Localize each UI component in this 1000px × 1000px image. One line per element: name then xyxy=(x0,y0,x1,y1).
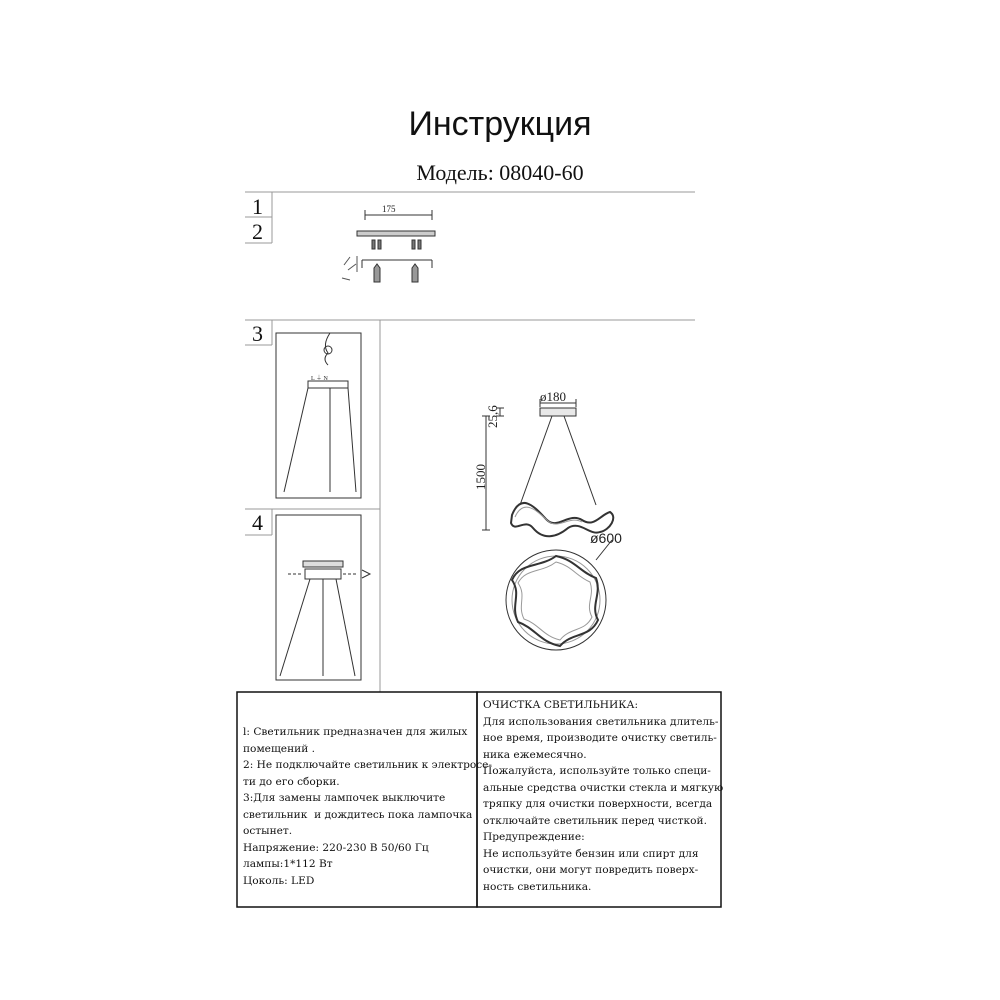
right-line: Для использования светильника длитель- xyxy=(483,715,719,728)
cleaning-instructions xyxy=(483,697,724,895)
canopy-diameter-label: ø180 xyxy=(540,389,566,404)
left-instructions xyxy=(243,724,493,889)
left-line: Цоколь: LED xyxy=(243,874,315,887)
model-label: Модель: 08040-60 xyxy=(416,160,584,185)
step3-drawing xyxy=(276,333,361,498)
ring-diameter-label: ø600 xyxy=(590,530,622,546)
page-title: Инструкция xyxy=(408,105,592,143)
canopy-height-label: 25,6 xyxy=(485,405,500,428)
cable-length-label: 1500 xyxy=(473,464,488,490)
step-number-3: 3 xyxy=(252,321,263,346)
right-line: ника ежемесячно. xyxy=(483,748,587,761)
left-line: лампы:1*112 Вт xyxy=(243,858,333,870)
left-line: ти до его сборки. xyxy=(243,775,340,788)
right-line: очистки, они могут повредить поверх- xyxy=(483,864,699,876)
right-line: отключайте светильник перед чисткой. xyxy=(483,814,707,827)
left-line: 2: Не подключайте светильник к электросе- xyxy=(243,759,493,771)
left-line: светильник и дождитесь пока лампочка xyxy=(243,808,473,821)
terminal-label: L ⏚ N xyxy=(311,376,328,382)
right-line: альные средства очистки стекла и мягкую xyxy=(483,781,724,794)
left-line: l: Светильник предназначен для жилых xyxy=(243,726,468,738)
right-line: ное время, производите очистку светиль- xyxy=(483,732,717,744)
step-number-2: 2 xyxy=(252,219,263,244)
mounting-bar-drawing xyxy=(342,210,435,282)
step4-drawing xyxy=(276,515,370,680)
left-line: помещений . xyxy=(243,742,315,755)
fixture-side-view xyxy=(482,399,613,536)
step-number-1: 1 xyxy=(252,194,263,219)
right-line: Пожалуйста, используйте только специ- xyxy=(483,765,711,777)
right-line: ность светильника. xyxy=(483,880,592,893)
right-line: ОЧИСТКА СВЕТИЛЬНИКА: xyxy=(483,699,639,711)
step-number-4: 4 xyxy=(252,510,263,535)
right-line: тряпку для очистки поверхности, всегда xyxy=(483,798,713,810)
left-line: Напряжение: 220-230 В 50/60 Гц xyxy=(243,841,429,854)
mount-width-label: 175 xyxy=(382,204,396,214)
left-line: 3:Для замены лампочек выключите xyxy=(243,792,446,804)
fixture-top-view xyxy=(506,540,612,650)
right-line: Не используйте бензин или спирт для xyxy=(483,847,699,860)
right-line: Предупреждение: xyxy=(483,831,585,843)
left-line: остынет. xyxy=(243,825,293,837)
